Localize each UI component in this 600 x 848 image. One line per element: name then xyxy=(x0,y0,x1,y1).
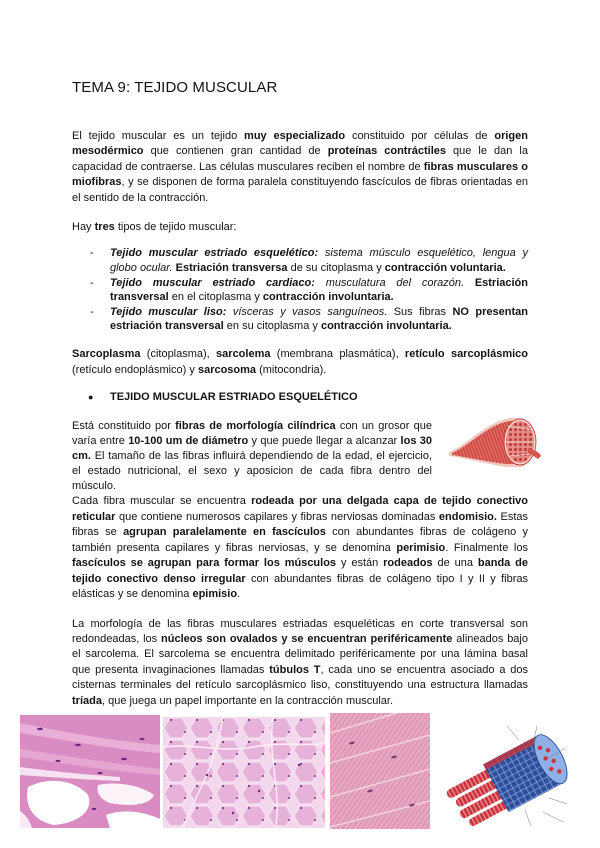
text-run: . xyxy=(237,588,241,600)
bold-text-run: sarcolema xyxy=(216,348,271,360)
list-item-smooth xyxy=(72,305,528,334)
bold-text-run: los 30 cm. xyxy=(72,435,433,462)
bold-text-run: origen mesodérmico xyxy=(72,130,528,158)
bold-text-run: sarcosoma xyxy=(197,364,257,376)
text-run: (retículo endoplásmico) y xyxy=(72,364,198,376)
document-body xyxy=(72,0,528,709)
section-paragraph-connective-tissue xyxy=(72,494,528,603)
bold-text-run: contracción involuntaria. xyxy=(320,320,452,333)
text-run: y que puede llegar a alcanzar xyxy=(248,435,401,447)
bold-text-run: NO presentan estriación transversal xyxy=(110,305,528,333)
text-run: , cada uno se encuentra asociado a dos cisternas terminales del retículo sarcoplásmico liso, constituyendo una estructura llamadas xyxy=(72,663,528,692)
section-paragraph-morphology xyxy=(72,617,528,709)
bold-text-run: túbulos T xyxy=(269,663,321,676)
bold-text-run: Estriación transversal xyxy=(110,276,528,304)
text-run: con un grosor que varía entre xyxy=(72,420,432,447)
text-run: que contiene numerosos capilares y fibras nerviosas dominadas xyxy=(115,510,439,523)
list-marker: - xyxy=(90,305,94,318)
muscle-types-list xyxy=(72,246,528,334)
bold-text-run: rodeada por una delgada capa de tejido conectivo reticular xyxy=(72,495,528,523)
bold-text-run: contracción involuntaria. xyxy=(262,291,394,304)
text-run: que le dan la capacidad de contraerse. Las células musculares reciben el nombre de xyxy=(72,145,528,173)
text-run xyxy=(464,277,475,289)
text-run: Sus fibras xyxy=(387,305,453,318)
bold-text-run: Estriación transversa xyxy=(175,262,288,275)
list-item-skeletal xyxy=(72,246,528,275)
italic-text-run: sistema músculo esquelético, lengua y globo ocular. xyxy=(110,247,528,275)
muscle-fiber-diagram xyxy=(445,718,581,836)
histology-image-transverse xyxy=(163,717,325,828)
text-run: en el citoplasma y xyxy=(168,291,263,304)
components-paragraph xyxy=(72,346,528,378)
bold-text-run: Sarcoplasma xyxy=(72,348,141,360)
bold-text-run: retículo sarcoplásmico xyxy=(404,348,528,360)
bold-text-run: tríada xyxy=(72,694,102,707)
text-run: El tejido muscular es un tejido xyxy=(72,130,245,142)
italic-text-run: musculatura del corazón. xyxy=(314,276,465,289)
text-run: , y se disponen de forma paralela constituyendo fascículos de fibras orientadas en el sentido de la contracción. xyxy=(72,176,528,204)
bullet-icon: ● xyxy=(88,392,94,402)
list-item-text xyxy=(110,247,528,274)
bold-text-run: fibras de morfología cilíndrica xyxy=(175,420,336,432)
bold-text-run: perimisio xyxy=(396,541,446,554)
text-run: constituido por células de xyxy=(345,130,495,142)
bold-text-run: banda de tejido conectivo denso irregular xyxy=(72,557,529,585)
text-run: (membrana plasmática), xyxy=(270,348,405,360)
section-heading xyxy=(72,390,528,405)
text-run: con abundantes fibras de colágeno y también presenta capilares y fibras nerviosas, y se denomina xyxy=(72,526,529,554)
text-run: Estas fibras se xyxy=(72,510,528,538)
section-paragraph-structure xyxy=(72,419,432,494)
bold-text-run: contracción voluntaria. xyxy=(384,262,506,275)
text-run: , que juega un papel importante en la contracción muscular. xyxy=(101,694,394,707)
list-item-text xyxy=(110,277,528,304)
text-run: de una xyxy=(432,557,478,569)
text-run: Hay xyxy=(72,221,95,234)
text-run: Está constituido por xyxy=(72,420,176,432)
bold-text-run: fascículos se agrupan para formar los músculos xyxy=(72,557,337,569)
bold-text-run: Tejido muscular estriado esquelético: xyxy=(110,247,319,260)
list-marker: - xyxy=(90,276,94,289)
bold-text-run: agrupan paralelamente en fascículos xyxy=(123,526,326,538)
text-run: Cada fibra muscular se encuentra xyxy=(72,495,252,507)
text-run: con abundantes fibras de colágeno tipo I y II y fibras elásticas y se denomina xyxy=(72,572,529,600)
text-run: (mitocondria). xyxy=(256,364,327,376)
bold-text-run: muy especializado xyxy=(244,130,346,142)
bold-text-run: Tejido muscular estriado cardiaco: xyxy=(110,276,315,289)
types-intro-paragraph xyxy=(72,220,528,235)
text-run: La morfología de las fibras musculares estriadas esqueléticas en corte transversal son redondeadas, los xyxy=(72,617,528,645)
bold-text-run: Tejido muscular liso: xyxy=(110,305,227,318)
list-item-cardiac xyxy=(72,276,528,305)
intro-paragraph xyxy=(72,129,528,206)
histology-image-longitudinal xyxy=(20,715,160,828)
text-run: tipos de tejido muscular: xyxy=(114,221,237,234)
text-run: de su citoplasma y xyxy=(287,262,385,275)
list-item-text xyxy=(110,306,528,333)
text-run: (citoplasma), xyxy=(140,348,217,360)
bold-text-run: núcleos son ovalados y se encuentran periféricamente xyxy=(161,632,453,645)
bold-text-run: proteínas contráctiles xyxy=(327,145,446,158)
section-heading-text: TEJIDO MUSCULAR ESTRIADO ESQUELÉTICO xyxy=(110,391,358,403)
list-marker: - xyxy=(90,247,94,260)
bold-text-run: tres xyxy=(94,221,115,234)
muscle-fascicle-illustration xyxy=(448,412,542,472)
page-title: TEMA 9: TEJIDO MUSCULAR xyxy=(72,79,278,96)
italic-text-run: vísceras y vasos sanguíneos. xyxy=(226,305,388,318)
bold-text-run: fibras musculares o miofibras xyxy=(72,160,528,189)
bold-text-run: rodeados xyxy=(383,557,433,569)
text-run: que contienen gran cantidad de xyxy=(143,145,328,158)
text-run: y están xyxy=(336,557,384,569)
text-run: alineados bajo el sarcolema. El sarcolema se encuentra delimitado periféricamente por una lámina basal que presenta invaginaciones llamadas xyxy=(72,632,528,676)
bold-text-run: 10-100 um de diámetro xyxy=(128,435,249,447)
bold-text-run: epimisio xyxy=(192,588,238,600)
text-run: . Finalmente los xyxy=(445,541,528,554)
text-run: El tamaño de las fibras influirá dependiendo de la edad, el ejercicio, el estado nutricional, el sexo y aposicion de cada fibra dentro del músculo. xyxy=(72,450,432,492)
text-run: en su citoplasma y xyxy=(223,320,321,333)
histology-image-striated xyxy=(330,713,430,829)
bold-text-run: endomisio. xyxy=(438,510,497,523)
